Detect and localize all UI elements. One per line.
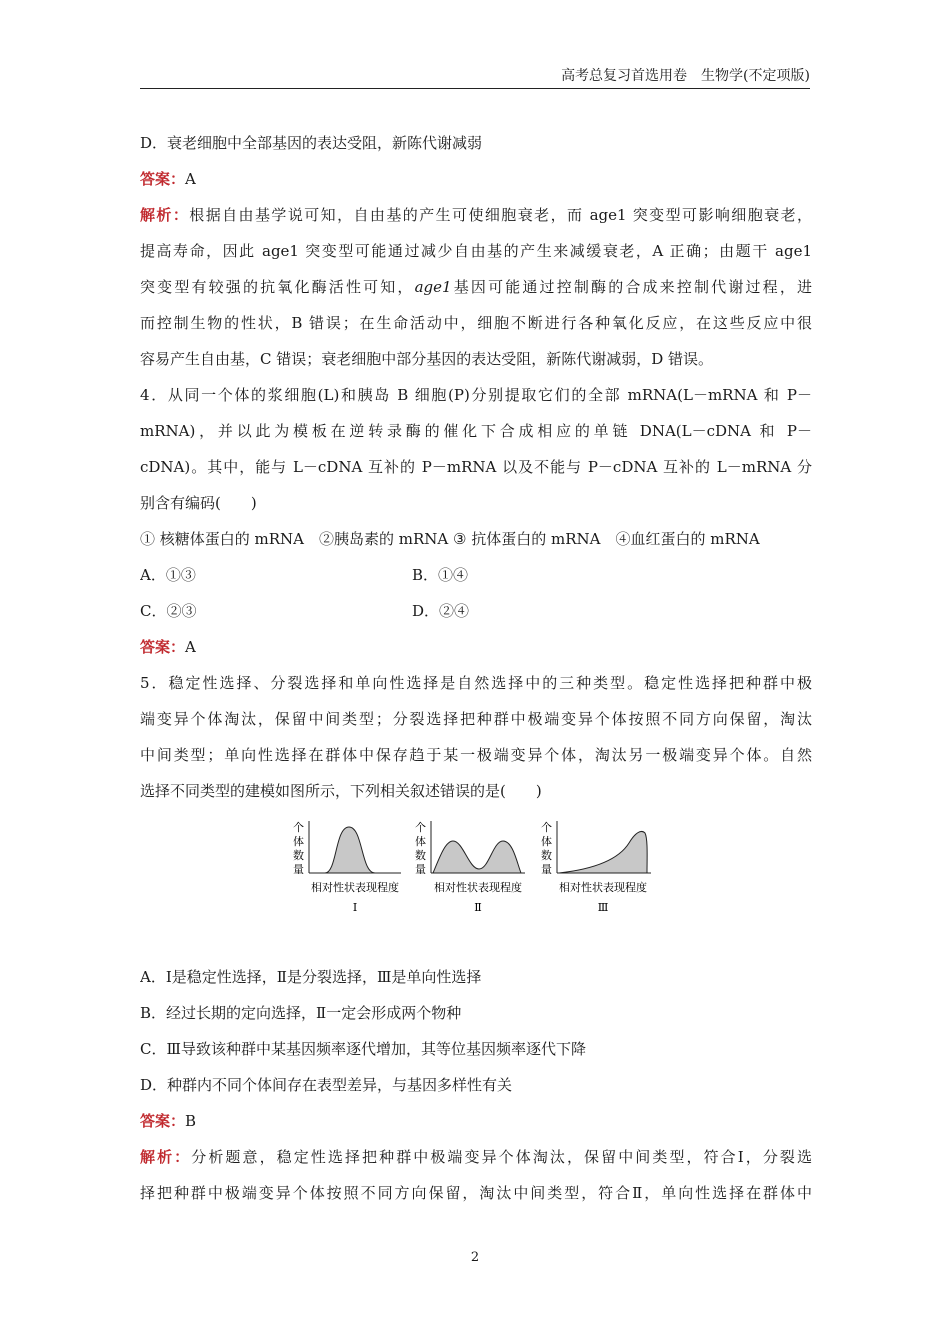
q5-analysis-line-1: 解析：分析题意，稳定性选择把种群中极端变异个体淘汰，保留中间类型，符合Ⅰ，分裂选 (140, 1148, 812, 1166)
page-content (140, 125, 812, 1211)
y-label-1-c1: 个 (293, 821, 304, 834)
y-label-3-c4: 量 (541, 863, 552, 876)
q3-answer (140, 161, 812, 197)
q4-items: ① 核糖体蛋白的 mRNA ②胰岛素的 mRNA ③ 抗体蛋白的 mRNA ④血红蛋白的 mRNA (140, 530, 760, 548)
q3-analysis-line-3: 突变型有较强的抗氧化酶活性可知，age1基因可能通过控制酶的合成来控制代谢过程，进 (140, 278, 812, 296)
q5-option-a: A．Ⅰ是稳定性选择，Ⅱ是分裂选择，Ⅲ是单向性选择 (140, 968, 482, 986)
q5-option-d: D．种群内不同个体间存在表型差异，与基因多样性有关 (140, 1076, 513, 1094)
q5-option-b: B．经过长期的定向选择，Ⅱ一定会形成两个物种 (140, 1004, 462, 1022)
answer-label: 答案： (140, 638, 186, 656)
q5-stem-line-1: 5．稳定性选择、分裂选择和单向性选择是自然选择中的三种类型。稳定性选择把种群中极 (140, 674, 812, 692)
y-label-2-c1: 个 (415, 821, 426, 834)
selection-curves-diagram (285, 819, 665, 929)
panel-3 (541, 821, 651, 914)
page-header (140, 66, 810, 89)
q4-option-b: B．①④ (412, 566, 469, 584)
page-number: 2 (470, 1250, 480, 1265)
q4-option-a: A．①③ (140, 566, 196, 584)
q5-stem-line-3: 中间类型；单向性选择在群体中保存趋于某一极端变异个体，淘汰另一极端变异个体。自然 (140, 746, 812, 764)
panel-label-3: Ⅲ (597, 901, 609, 914)
q4-stem-line-1: 4．从同一个体的浆细胞(L)和胰岛 B 细胞(P)分别提取它们的全部 mRNA(L－mRNA 和 P－ (140, 386, 812, 404)
panel-1 (293, 821, 401, 914)
q3-analysis-line-4: 而控制生物的性状，B 错误；在生命活动中，细胞不断进行各种氧化反应，在这些反应中很 (140, 314, 812, 332)
curve-disruptive (433, 841, 521, 873)
q4-options-row-2 (140, 593, 812, 629)
q5-stem-line-4: 选择不同类型的建模如图所示，下列相关叙述错误的是( ) (140, 782, 542, 800)
x-label-1: 相对性状表现程度 (311, 881, 399, 894)
y-label-3-c3: 数 (541, 849, 552, 862)
gene-name: age1 (414, 278, 452, 296)
y-label-2-c4: 量 (415, 863, 426, 876)
q5-option-c: C．Ⅲ导致该种群中某基因频率逐代增加，其等位基因频率逐代下降 (140, 1040, 586, 1058)
analysis-label: 解析： (140, 206, 190, 224)
y-label-3-c2: 体 (541, 835, 552, 848)
answer-label: 答案： (140, 1112, 186, 1130)
answer-value: A (185, 170, 196, 188)
q4-stem-line-4: 别含有编码( ) (140, 494, 257, 512)
q3-analysis-line-5: 容易产生自由基，C 错误；衰老细胞中部分基因的表达受阻，新陈代谢减弱，D 错误。 (140, 350, 714, 368)
q5-stem-line-2: 端变异个体淘汰，保留中间类型；分裂选择把种群中极端变异个体按照不同方向保留，淘汰 (140, 710, 812, 728)
q3-analysis-line-2: 提高寿命，因此 age1 突变型可能通过减少自由基的产生来减缓衰老，A 正确；由题干 age1 (140, 242, 812, 260)
y-label-1-c2: 体 (293, 835, 304, 848)
curve-directional (559, 831, 647, 873)
q4-stem-line-3: cDNA)。其中，能与 L－cDNA 互补的 P－mRNA 以及不能与 P－cDNA 互补的 L－mRNA 分 (140, 458, 812, 476)
analysis-label: 解析： (140, 1148, 192, 1166)
y-label-2-c3: 数 (415, 849, 426, 862)
y-label-3-c1: 个 (541, 821, 552, 834)
q3-option-d: D．衰老细胞中全部基因的表达受阻，新陈代谢减弱 (140, 134, 483, 152)
panel-label-1: Ⅰ (352, 901, 358, 914)
y-label-1-c3: 数 (293, 849, 304, 862)
panel-2 (415, 821, 525, 914)
header-title: 高考总复习首选用卷 生物学(不定项版) (561, 68, 810, 84)
y-label-2-c2: 体 (415, 835, 426, 848)
answer-value: B (185, 1112, 197, 1130)
q4-stem-line-2: mRNA)，并以此为模板在逆转录酶的催化下合成相应的单链 DNA(L－cDNA 和 P－ (140, 422, 812, 440)
x-label-3: 相对性状表现程度 (559, 881, 647, 894)
panel-label-2: Ⅱ (474, 901, 482, 914)
q4-option-c: C．②③ (140, 602, 197, 620)
curve-stabilizing (325, 827, 375, 873)
q4-options-row-1 (140, 557, 812, 593)
answer-label: 答案： (140, 170, 186, 188)
x-label-2: 相对性状表现程度 (434, 881, 522, 894)
q4-option-d: D．②④ (412, 602, 470, 620)
q4-answer (140, 629, 812, 665)
q5-answer (140, 1103, 812, 1139)
answer-value: A (185, 638, 196, 656)
selection-figure (140, 809, 812, 959)
q3-analysis-line-1: 解析：根据自由基学说可知，自由基的产生可使细胞衰老，而 age1 突变型可影响细胞衰老， (140, 206, 812, 224)
y-label-1-c4: 量 (293, 863, 304, 876)
q5-analysis-line-2: 择把种群中极端变异个体按照不同方向保留，淘汰中间类型，符合Ⅱ，单向性选择在群体中 (140, 1184, 812, 1202)
